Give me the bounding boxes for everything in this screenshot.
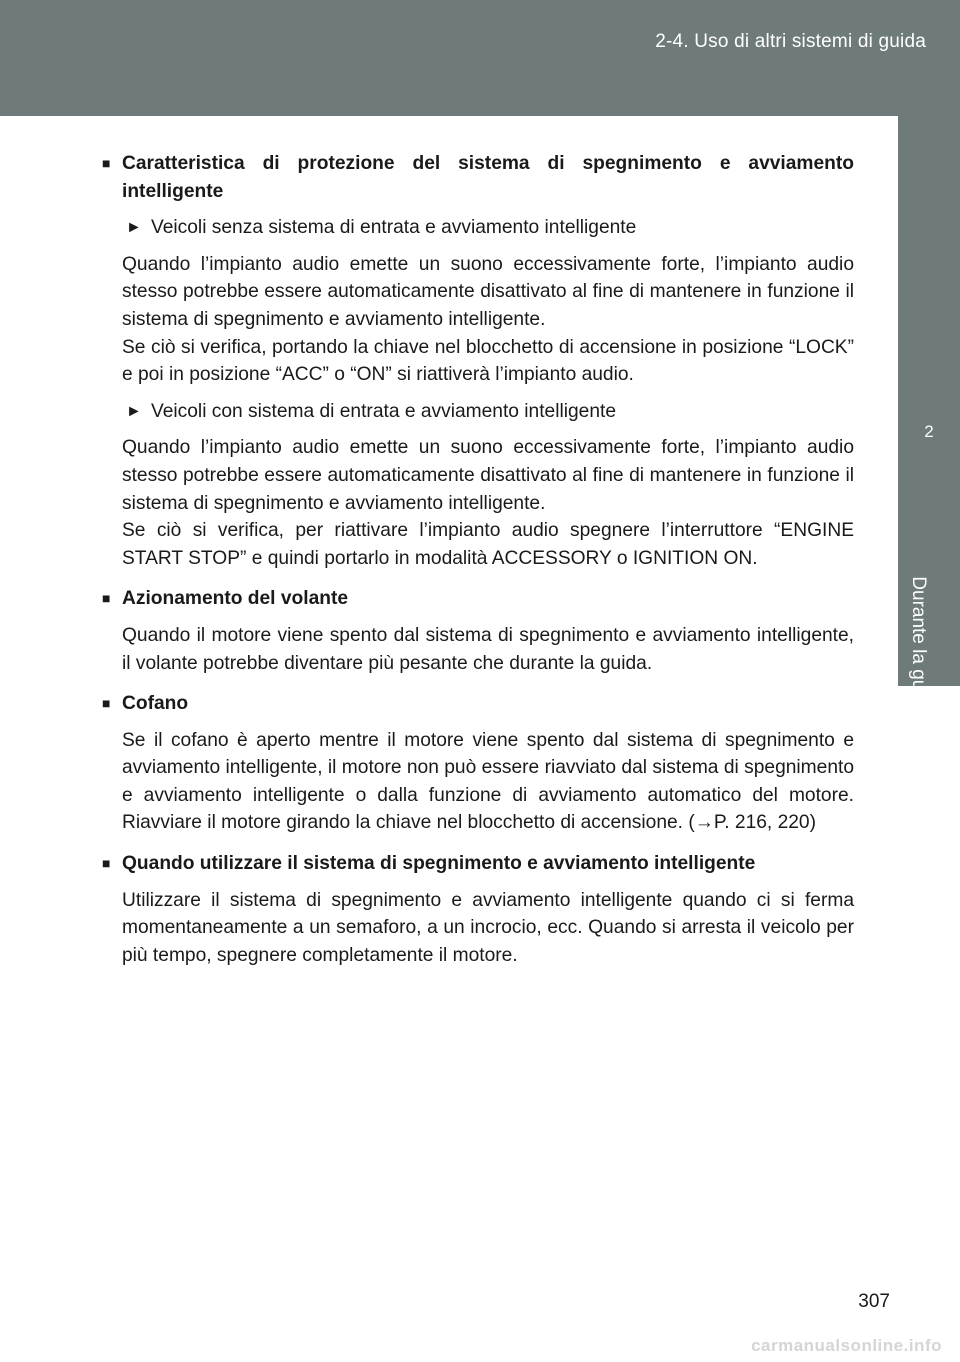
- section-heading: ■ Cofano: [102, 690, 854, 718]
- paragraph: Se il cofano è aperto mentre il motore viene spento dal sistema di spegnimento e avviamento intelligente, il motore non può essere riavviato dal sistema di spegnimento e avviamento intelligente o dalla funzione di avviamento automatico del motore. Riavviare il motore girando la chiave nel blocchetto di accensione. (→P. 216, 220): [122, 729, 854, 834]
- vehicle-type-subheading: ► Veicoli senza sistema di entrata e avviamento intelligente: [122, 214, 854, 242]
- section-heading: ■ Azionamento del volante: [102, 585, 854, 613]
- section-title: 2-4. Uso di altri sistemi di guida: [655, 31, 926, 52]
- section-volante: [102, 585, 854, 677]
- paragraph: Quando l’impianto audio emette un suono eccessivamente forte, l’impianto audio stesso potrebbe essere automaticamente disattivato al fine di mantenere in funzione il sistema di spegnimento e avviamento intelligente.: [122, 437, 854, 514]
- section-heading: ■ Caratteristica di protezione del sistema di spegnimento e avviamento intelligente: [102, 150, 854, 205]
- square-bullet-icon: ■: [102, 855, 111, 872]
- page-content: [102, 150, 854, 982]
- section-heading: ■ Quando utilizzare il sistema di spegnimento e avviamento intelligente: [102, 850, 854, 878]
- section-quando-utilizzare: [102, 850, 854, 969]
- page-number: 307: [858, 1291, 890, 1312]
- paragraph: Quando il motore viene spento dal sistema di spegnimento e avviamento intelligente, il volante potrebbe diventare più pesante che durante la guida.: [122, 624, 854, 674]
- chapter-side-tab: [898, 116, 960, 716]
- chapter-label: Durante la guida: [908, 576, 929, 716]
- section-protezione: [102, 150, 854, 572]
- paragraph: Utilizzare il sistema di spegnimento e avviamento intelligente quando ci si ferma momentaneamente a un semaforo, a un incrocio, ecc. Quando si arresta il veicolo per più tempo, spegnere completamente il motore.: [122, 889, 854, 966]
- square-bullet-icon: ■: [102, 590, 111, 607]
- section-cofano: [102, 690, 854, 837]
- paragraph: Se ciò si verifica, portando la chiave nel blocchetto di accensione in posizione “LOCK” e poi in posizione “ACC” o “ON” si riattiverà l’impianto audio.: [122, 336, 854, 386]
- square-bullet-icon: ■: [102, 695, 111, 712]
- paragraph: Se ciò si verifica, per riattivare l’impianto audio spegnere l’interruttore “ENGINE START STOP” e quindi portarlo in modalità ACCESSORY o IGNITION ON.: [122, 520, 854, 569]
- vehicle-type-subheading: ► Veicoli con sistema di entrata e avviamento intelligente: [122, 398, 854, 426]
- square-bullet-icon: ■: [102, 155, 111, 171]
- triangle-right-icon: ►: [126, 402, 142, 420]
- triangle-right-icon: ►: [126, 219, 142, 237]
- chapter-number: 2: [924, 422, 934, 441]
- watermark: carmanualsonline.info: [751, 1336, 942, 1355]
- paragraph: Quando l’impianto audio emette un suono eccessivamente forte, l’impianto audio stesso potrebbe essere automaticamente disattivato al fine di mantenere in funzione il sistema di spegnimento e avviamento intelligente.: [122, 253, 854, 330]
- header-band: [0, 0, 960, 116]
